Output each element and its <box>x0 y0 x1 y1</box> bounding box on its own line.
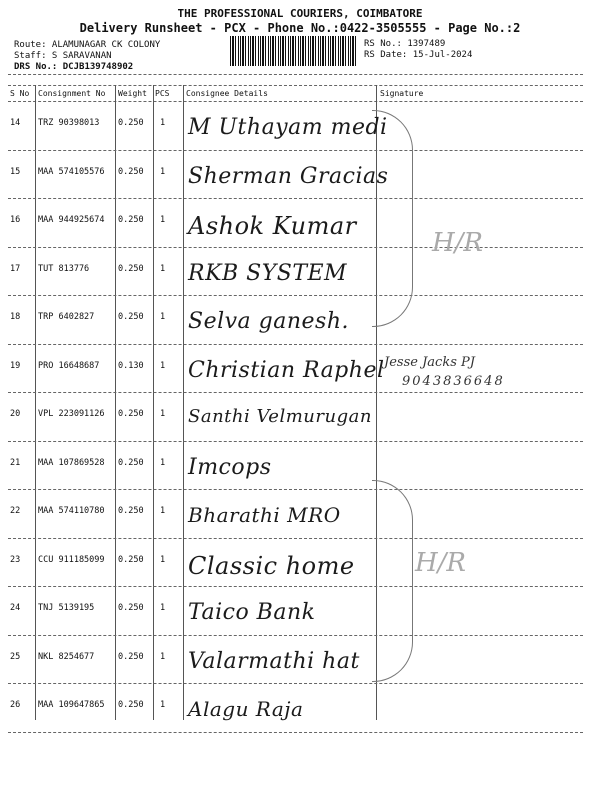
row-divider <box>8 247 583 248</box>
row-sno: 22 <box>10 506 21 516</box>
col-divider <box>153 85 154 720</box>
rs-date: RS Date: 15-Jul-2024 <box>364 50 473 60</box>
signature-brace <box>372 110 413 327</box>
row-consignee-handwritten: Christian Raphel <box>188 357 385 383</box>
row-weight: 0.250 <box>118 700 144 710</box>
row-consignee-handwritten: M Uthayam medi <box>188 115 388 140</box>
row-consignee-handwritten: Sherman Gracias <box>188 163 389 189</box>
row-sno: 26 <box>10 700 21 710</box>
row-pcs: 1 <box>160 409 166 419</box>
row-consignee-handwritten: Valarmathi hat <box>188 648 360 674</box>
column-header-divider <box>8 101 583 102</box>
row-weight: 0.250 <box>118 651 144 662</box>
row-consignment-no: PRO 16648687 <box>38 360 100 371</box>
header-consignment: Consignment No <box>38 89 106 98</box>
company-title: THE PROFESSIONAL COURIERS, COIMBATORE <box>177 7 423 20</box>
signature-brace <box>372 480 413 682</box>
row-sno: 14 <box>10 118 21 128</box>
row-consignment-no: MAA 944925674 <box>38 215 105 225</box>
rs-number: RS No.: 1397489 <box>364 39 446 49</box>
row-sno: 17 <box>10 263 21 274</box>
row-divider <box>8 538 583 539</box>
row-weight: 0.250 <box>118 409 144 419</box>
header-weight: Weight <box>118 89 147 98</box>
row-consignee-handwritten: Alagu Raja <box>188 697 304 721</box>
row-sno: 23 <box>10 554 21 565</box>
row-weight: 0.250 <box>118 215 144 225</box>
route-text: Route: ALAMUNAGAR CK COLONY <box>14 40 161 50</box>
row-pcs: 1 <box>160 457 166 468</box>
row-weight: 0.250 <box>118 506 144 516</box>
row-divider <box>8 683 583 684</box>
row-pcs: 1 <box>160 263 166 274</box>
col-divider <box>35 85 36 720</box>
row-weight: 0.250 <box>118 263 144 274</box>
header-signature: Signature <box>380 89 424 98</box>
row-consignee-handwritten: Ashok Kumar <box>188 212 357 240</box>
signature-mark: H/R <box>432 228 484 258</box>
row-consignment-no: MAA 574110780 <box>38 506 105 516</box>
row-pcs: 1 <box>160 506 166 516</box>
row-divider <box>8 150 583 151</box>
row-weight: 0.250 <box>118 166 144 177</box>
row-consignment-no: TNJ 5139195 <box>38 603 95 613</box>
row-pcs: 1 <box>160 651 166 662</box>
receiver-phone: 9043836648 <box>402 374 505 389</box>
row-weight: 0.250 <box>118 554 144 565</box>
row-pcs: 1 <box>160 166 166 177</box>
row-divider <box>8 635 583 636</box>
row-pcs: 1 <box>160 603 166 613</box>
row-pcs: 1 <box>160 118 166 128</box>
row-divider <box>8 344 583 345</box>
row-pcs: 1 <box>160 554 166 565</box>
runsheet-title: Delivery Runsheet - PCX - Phone No.:0422-3505555 - Page No.:2 <box>79 21 521 35</box>
row-consignment-no: MAA 109647865 <box>38 700 105 710</box>
row-consignment-no: TUT 813776 <box>38 263 90 274</box>
row-consignee-handwritten: Selva ganesh. <box>188 309 350 334</box>
row-weight: 0.250 <box>118 312 144 322</box>
row-sno: 21 <box>10 457 21 468</box>
header-divider-top <box>8 74 583 75</box>
header-divider <box>8 85 583 86</box>
row-pcs: 1 <box>160 700 166 710</box>
header-consignee: Consignee Details <box>186 89 268 98</box>
row-consignee-handwritten: Classic home <box>188 551 355 580</box>
row-sno: 15 <box>10 166 21 177</box>
row-consignee-handwritten: Bharathi MRO <box>188 503 341 527</box>
row-weight: 0.250 <box>118 603 144 613</box>
row-consignee-handwritten: Santhi Velmurugan <box>188 406 372 427</box>
row-consignment-no: CCU 911185099 <box>38 554 105 565</box>
row-divider <box>8 295 583 296</box>
row-sno: 25 <box>10 651 21 662</box>
signature-mark: H/R <box>415 548 467 578</box>
row-consignment-no: TRP 6402827 <box>38 312 95 322</box>
row-sno: 20 <box>10 409 21 419</box>
row-divider <box>8 586 583 587</box>
row-consignment-no: MAA 107869528 <box>38 457 105 468</box>
col-divider <box>115 85 116 720</box>
row-sno: 19 <box>10 360 21 371</box>
row-divider <box>8 732 583 733</box>
row-divider <box>8 198 583 199</box>
staff-text: Staff: S SARAVANAN <box>14 51 112 61</box>
row-divider <box>8 441 583 442</box>
col-divider <box>183 85 184 720</box>
header-pcs: PCS <box>155 89 170 98</box>
receiver-name: Jesse Jacks PJ <box>384 355 475 370</box>
row-weight: 0.250 <box>118 118 144 128</box>
row-divider <box>8 392 583 393</box>
row-sno: 24 <box>10 603 21 613</box>
row-consignment-no: NKL 8254677 <box>38 651 95 662</box>
row-divider <box>8 489 583 490</box>
row-consignee-handwritten: Imcops <box>188 454 272 480</box>
drs-number: DRS No.: DCJB139748902 <box>14 62 134 72</box>
row-consignment-no: TRZ 90398013 <box>38 118 100 128</box>
row-weight: 0.130 <box>118 360 144 371</box>
row-pcs: 1 <box>160 360 166 371</box>
barcode <box>230 36 358 66</box>
row-consignee-handwritten: RKB SYSTEM <box>188 260 348 286</box>
row-weight: 0.250 <box>118 457 144 468</box>
row-consignment-no: VPL 223091126 <box>38 409 105 419</box>
row-sno: 16 <box>10 215 21 225</box>
row-consignee-handwritten: Taico Bank <box>188 600 316 625</box>
row-consignment-no: MAA 574105576 <box>38 166 105 177</box>
row-sno: 18 <box>10 312 21 322</box>
header-sno: S No <box>10 89 30 98</box>
row-pcs: 1 <box>160 215 166 225</box>
row-pcs: 1 <box>160 312 166 322</box>
